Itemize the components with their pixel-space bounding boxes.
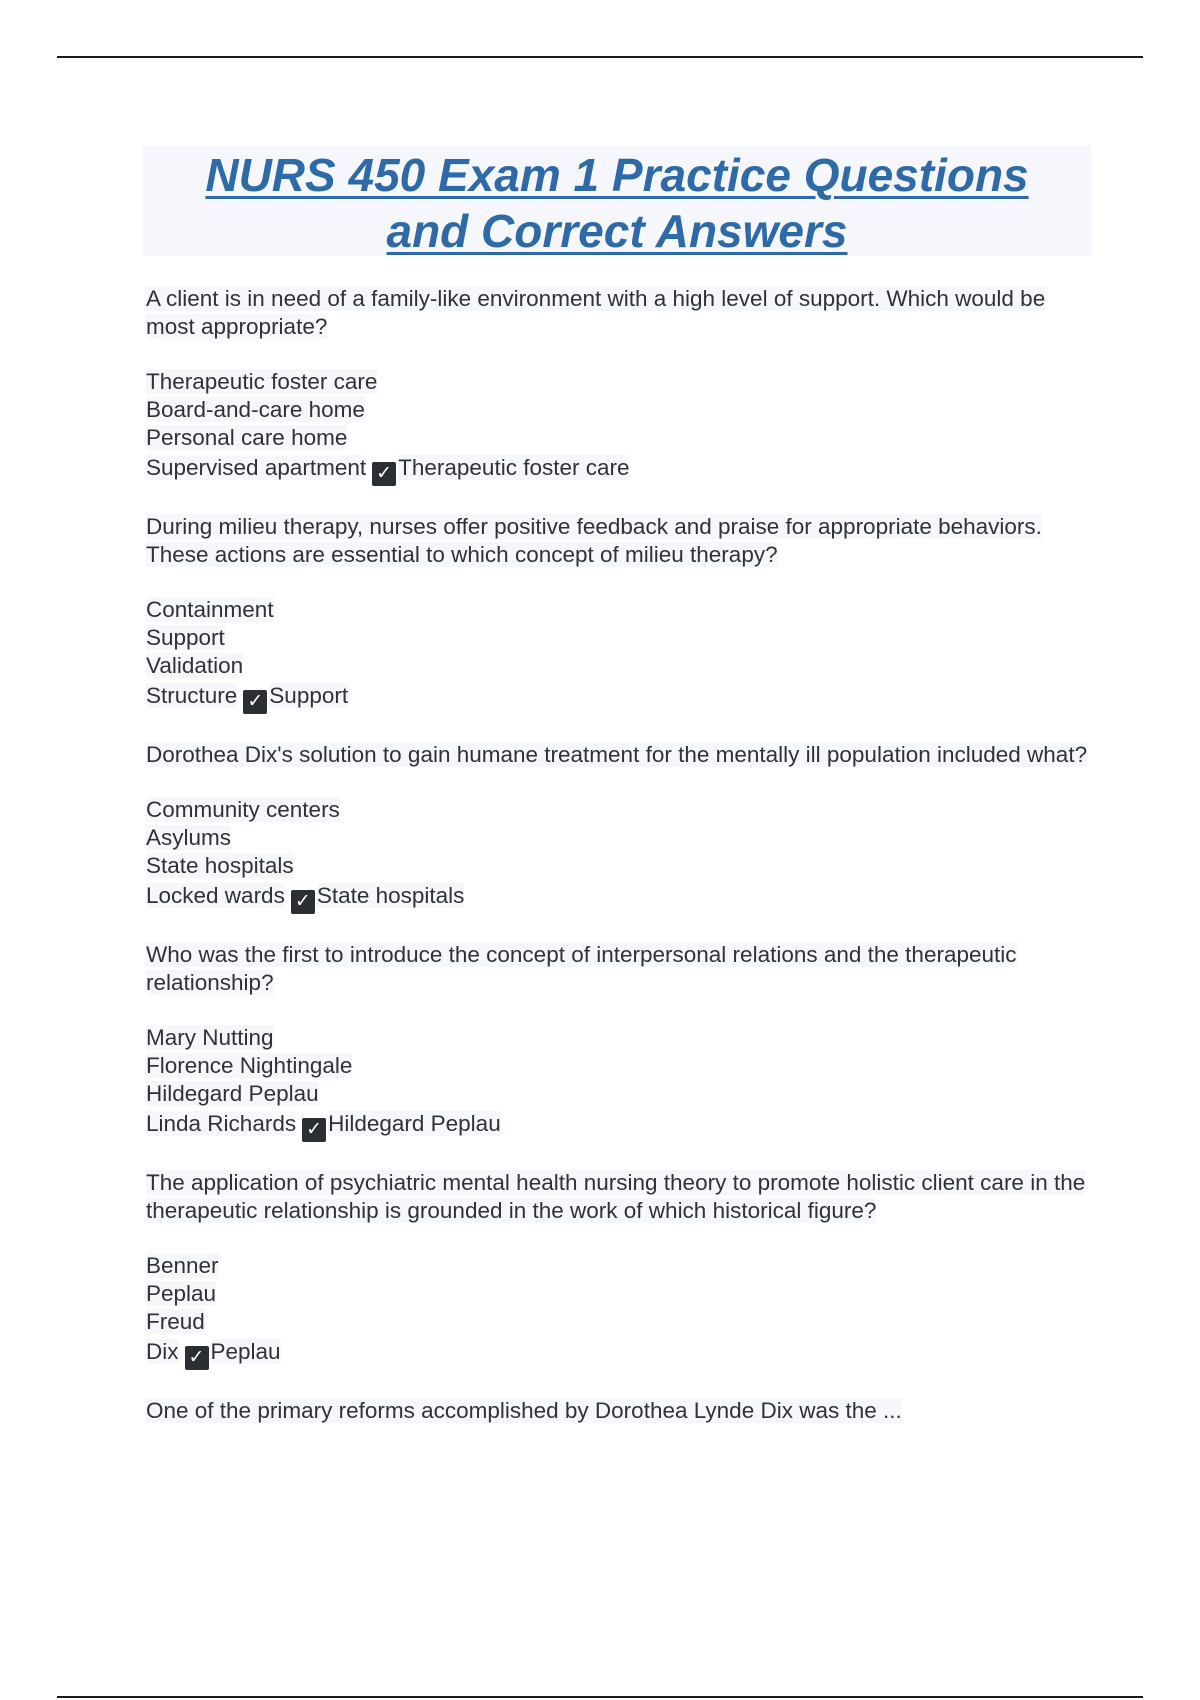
correct-answer: Peplau bbox=[210, 1339, 281, 1364]
option-list bbox=[146, 596, 1096, 714]
option-item: Florence Nightingale bbox=[146, 1053, 353, 1078]
option-item: Locked wards ✓ State hospitals bbox=[146, 883, 465, 912]
option-item: Benner bbox=[146, 1253, 219, 1278]
option-item: Support bbox=[146, 625, 225, 650]
correct-answer: Therapeutic foster care bbox=[398, 455, 630, 480]
top-rule bbox=[57, 56, 1143, 58]
option-item: Structure ✓ Support bbox=[146, 683, 349, 712]
option-item: Mary Nutting bbox=[146, 1025, 274, 1050]
correct-answer: State hospitals bbox=[316, 883, 465, 908]
option-item: Hildegard Peplau bbox=[146, 1081, 319, 1106]
option-item: Therapeutic foster care bbox=[146, 369, 378, 394]
option-item: Community centers bbox=[146, 797, 340, 822]
check-box-icon: ✓ bbox=[291, 890, 315, 914]
check-box-icon: ✓ bbox=[372, 462, 396, 486]
option-item: Supervised apartment ✓ Therapeutic foster care bbox=[146, 455, 630, 484]
option-item: Board-and-care home bbox=[146, 397, 365, 422]
question-list bbox=[146, 285, 1096, 1452]
check-box-icon: ✓ bbox=[302, 1118, 326, 1142]
option-list bbox=[146, 1024, 1096, 1142]
page-title-line-1: NURS 450 Exam 1 Practice Questions bbox=[205, 149, 1029, 201]
option-item: State hospitals bbox=[146, 853, 294, 878]
question-text: Who was the first to introduce the concept of interpersonal relations and the therapeutic relationship? bbox=[146, 942, 1017, 995]
check-box-icon: ✓ bbox=[185, 1346, 209, 1370]
option-item: Freud bbox=[146, 1309, 205, 1334]
correct-answer: Hildegard Peplau bbox=[328, 1111, 501, 1136]
check-box-icon: ✓ bbox=[243, 690, 267, 714]
page-title-line-2: and Correct Answers bbox=[386, 205, 848, 257]
bottom-rule bbox=[57, 1696, 1143, 1698]
question-text: Dorothea Dix's solution to gain humane treatment for the mentally ill population included what? bbox=[146, 742, 1088, 767]
option-list bbox=[146, 796, 1096, 914]
option-item: Asylums bbox=[146, 825, 232, 850]
option-item: Linda Richards ✓ Hildegard Peplau bbox=[146, 1111, 501, 1140]
option-list bbox=[146, 368, 1096, 486]
question-text: A client is in need of a family-like environment with a high level of support. Which would be most appropriate? bbox=[146, 286, 1046, 339]
option-item: Personal care home bbox=[146, 425, 348, 450]
title-banner bbox=[143, 146, 1091, 256]
option-item: Peplau bbox=[146, 1281, 217, 1306]
option-list bbox=[146, 1252, 1096, 1370]
correct-answer: Support bbox=[269, 683, 349, 708]
option-item: Dix ✓ Peplau bbox=[146, 1339, 281, 1368]
option-item: Containment bbox=[146, 597, 274, 622]
question-text: During milieu therapy, nurses offer positive feedback and praise for appropriate behaviors. These actions are essential to which concept of milieu therapy? bbox=[146, 514, 1042, 567]
question-text: The application of psychiatric mental health nursing theory to promote holistic client care in the therapeutic relationship is grounded in the work of which historical figure? bbox=[146, 1170, 1086, 1223]
option-item: Validation bbox=[146, 653, 244, 678]
question-text-truncated: One of the primary reforms accomplished by Dorothea Lynde Dix was the ... bbox=[146, 1398, 902, 1423]
